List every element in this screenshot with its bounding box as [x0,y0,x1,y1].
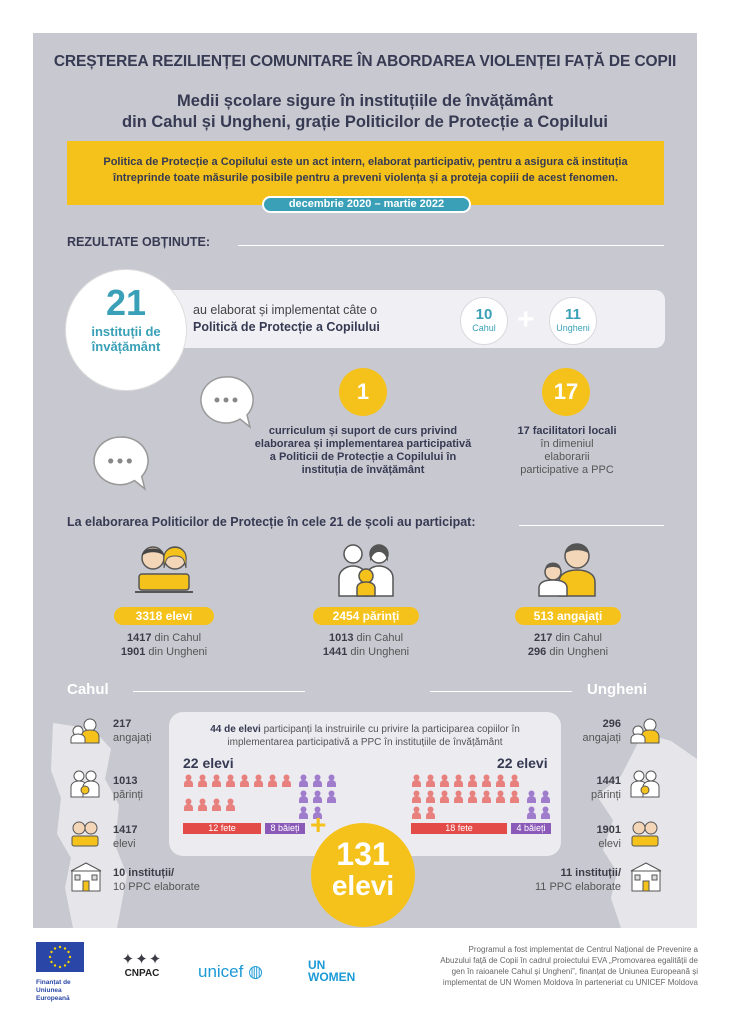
unwomen-line: WOMEN [308,970,356,984]
curriculum-line: elaborarea și implementarea participativă [254,438,472,450]
girl-icon [239,774,250,787]
ungheni-students-stat [581,823,621,851]
girl-icon [425,790,436,803]
ungheni-institutions-stat [529,866,621,894]
divider [238,245,664,246]
cahul-parents-stat [113,774,143,802]
girl-icon [495,774,506,787]
cnpac-figures-icon: ✦✦✦ [121,951,163,968]
cahul-count: 10 [475,306,493,323]
school-icon [69,861,103,893]
boy-icon [312,774,323,787]
cahul-parents-label: părinți [113,789,143,801]
ungheni-parents-count: 1441 [596,775,621,787]
girl-icon [411,790,422,803]
girls-icon-group [411,774,520,819]
ungheni-parents-label: părinți [591,789,621,801]
ungheni-students-count: 1901 [596,824,621,836]
cahul-count-label: Cahul [472,323,496,333]
participant-group-staff [503,538,633,659]
unwomen-logo [308,959,355,983]
ungheni-institutions-count: 11 instituții/ [560,867,621,879]
girl-icon [481,774,492,787]
parents-cahul-count: 1013 [328,632,354,644]
cahul-students-label: elevi [113,838,136,850]
curriculum-text [208,425,518,477]
total-students-circle [311,823,415,927]
girl-icon [211,798,222,811]
girl-icon [183,774,194,787]
girl-icon [453,790,464,803]
staff-total-tag: 513 angajați [515,607,621,625]
total-students-number: 131 [336,836,390,872]
students-ungheni-label: din Ungheni [148,646,208,658]
girl-icon [509,790,520,803]
boy-icon [298,790,309,803]
girl-icon [453,774,464,787]
ungheni-girls-bar: 18 fete [411,823,507,834]
boy-icon [526,790,537,803]
training-line: participanți la instruirile cu privire la participarea copiilor în [260,724,520,735]
cahul-students-count: 1417 [113,824,138,836]
subtitle [33,91,697,133]
girl-icon [411,806,422,819]
boy-icon [326,790,337,803]
subtitle-line-2: din Cahul și Ungheni, grație Politicilor de Protecție a Copilului [122,113,608,131]
cahul-staff-count: 217 [113,718,132,730]
girl-icon [197,774,208,787]
students-total-tag: 3318 elevi [114,607,214,625]
boy-icon [298,806,309,819]
cahul-boys-bar: 8 băieți [265,823,305,834]
footer-note-line: gen în raioanele Cahul și Ungheni”, finanțat de Uniunea Europeană și [451,967,698,976]
divider [519,525,664,526]
boy-icon [312,790,323,803]
institutions-label-2: învățământ [91,339,161,354]
boy-icon [540,806,551,819]
training-text [179,723,551,749]
plus-icon: + [310,809,327,840]
eu-logo [36,942,84,1003]
parents-icon [333,538,399,598]
girl-icon [425,806,436,819]
staff-icon [533,538,603,598]
footer-note [392,944,698,988]
total-students-label: elevi [331,870,395,901]
parents-icon [69,768,101,798]
girl-icon [439,790,450,803]
cahul-region-title: Cahul [67,681,109,698]
eu-flag-icon [36,942,84,972]
boy-icon [526,806,537,819]
divider [133,691,305,692]
parents-ungheni-count: 1441 [322,646,348,658]
unwomen-line: UN [308,958,326,972]
girl-icon [411,774,422,787]
cahul-students-stat [113,823,137,851]
speech-bubble-icon [89,433,151,493]
girls-icon-group [183,774,292,819]
students-icon [629,819,661,849]
results-heading: REZULTATE OBȚINUTE: [67,235,211,249]
boy-icon [326,774,337,787]
parents-icon [629,768,661,798]
ungheni-staff-stat [581,717,621,745]
cahul-institutions-count: 10 instituții/ [113,867,175,879]
cahul-ppc-count: 10 PPC elaborate [113,881,200,893]
parents-ungheni-label: din Ungheni [350,646,410,658]
participant-group-students [99,538,229,659]
girl-icon [439,774,450,787]
eu-caption: Finanțat de Uniunea Europeană [36,979,71,1002]
intro-line-2: întreprinde toate măsurile posibile pentru a preveni violența și a proteja copiii de acest fenomen. [113,172,618,184]
boy-icon [298,774,309,787]
ungheni-ppc-count: 11 PPC elaborate [534,881,621,893]
ungheni-boys-bar: 4 băieți [511,823,551,834]
cahul-institutions-stat [113,866,200,894]
girl-icon [267,774,278,787]
speech-bubble-icon [197,373,255,431]
cahul-staff-stat [113,717,152,745]
divider [430,691,572,692]
unicef-wordmark: unicef [198,962,244,981]
participants-heading: La elaborarea Politicilor de Protecție în cele 21 de școli au participat: [67,515,476,529]
girl-icon [211,774,222,787]
ungheni-parents-stat [581,774,621,802]
ungheni-staff-count: 296 [602,718,621,730]
cahul-count-circle [460,297,508,345]
staff-cahul-count: 217 [534,632,553,644]
ungheni-count: 11 [565,306,581,323]
cnpac-label: CNPAC [124,968,160,979]
ungheni-count-circle [549,297,597,345]
students-cahul-count: 1417 [126,632,152,644]
curriculum-number: 1 [339,368,387,416]
footer-note-line: implementat de UN Women Moldova în parteneriat cu UNICEF Moldova [442,978,698,987]
plus-icon: + [517,303,535,336]
footer-note-line: Programul a fost implementat de Centrul Național de Prevenire a [468,945,698,954]
training-line: implementarea participativă a PPC în instituțiile de învățământ [227,737,503,748]
staff-icon [629,716,661,744]
facilitators-line: în dimeniul [540,438,594,450]
boy-icon [540,790,551,803]
staff-icon [69,716,101,744]
ungheni-trainees-total: 22 elevi [497,755,548,771]
girl-icon [495,790,506,803]
school-icon [629,861,663,893]
girl-icon [225,798,236,811]
ungheni-count-label: Ungheni [556,323,590,333]
facilitators-line: participative a PPC [520,464,614,476]
staff-cahul-label: din Cahul [555,632,602,644]
girl-icon [467,790,478,803]
girl-icon [281,774,292,787]
participant-group-parents [301,538,431,659]
main-title: CREȘTEREA REZILIENȚEI COMUNITARE ÎN ABORDAREA VIOLENȚEI FAȚĂ DE COPII [53,53,677,70]
students-icon [131,538,197,598]
ungheni-trainees-people [411,774,551,834]
ungheni-staff-label: angajați [582,732,621,744]
institutions-label-1: instituții de [91,324,161,339]
policy-text-1: au elaborat și implementat câte o [193,303,378,317]
girl-icon [183,798,194,811]
institutions-circle [66,270,186,390]
curriculum-line: a Politicii de Protecție a Copilului în [269,451,457,463]
cnpac-logo [120,950,164,979]
cahul-trainees-total: 22 elevi [183,755,234,771]
facilitators-number: 17 [542,368,590,416]
ungheni-region-title: Ungheni [587,681,647,698]
facilitators-line: elaborarii [544,451,590,463]
students-cahul-label: din Cahul [154,632,202,644]
parents-total-tag: 2454 părinți [313,607,419,625]
facilitators-text [493,425,641,477]
cahul-girls-bar: 12 fete [183,823,261,834]
students-ungheni-count: 1901 [120,646,146,658]
curriculum-line: curriculum și suport de curs privind [268,425,458,437]
staff-ungheni-count: 296 [527,646,547,658]
facilitators-line: 17 facilitatori locali [517,425,617,437]
parents-cahul-label: din Cahul [356,632,404,644]
infographic-poster [33,33,697,928]
curriculum-line: instituția de învățământ [301,464,425,476]
training-count: 44 de elevi [210,724,261,735]
girl-icon [425,774,436,787]
footer-note-line: Abuzului față de Copii în cadrul proiectului EVA „Promovarea egalității de [440,956,698,965]
girl-icon [225,774,236,787]
intro-line-1: Politica de Protecție a Copilului este un act intern, elaborat participativ, pentru a asigura că instituția [103,156,628,168]
boys-icon-group [526,774,551,819]
subtitle-line-1: Medii școlare sigure în instituțiile de învățământ [177,92,553,110]
girl-icon [509,774,520,787]
girl-icon [253,774,264,787]
girl-icon [467,774,478,787]
policy-text-2: Politică de Protecție a Copilului [193,320,380,334]
students-icon [69,819,101,849]
unicef-logo [198,962,263,982]
period-pill: decembrie 2020 – martie 2022 [262,196,471,213]
girl-icon [197,798,208,811]
ungheni-students-label: elevi [598,838,621,850]
unicef-globe-icon: ◍ [248,962,263,981]
cahul-staff-label: angajați [113,732,152,744]
staff-ungheni-label: din Ungheni [549,646,609,658]
girl-icon [481,790,492,803]
institutions-number: 21 [105,282,147,323]
cahul-parents-count: 1013 [113,775,138,787]
